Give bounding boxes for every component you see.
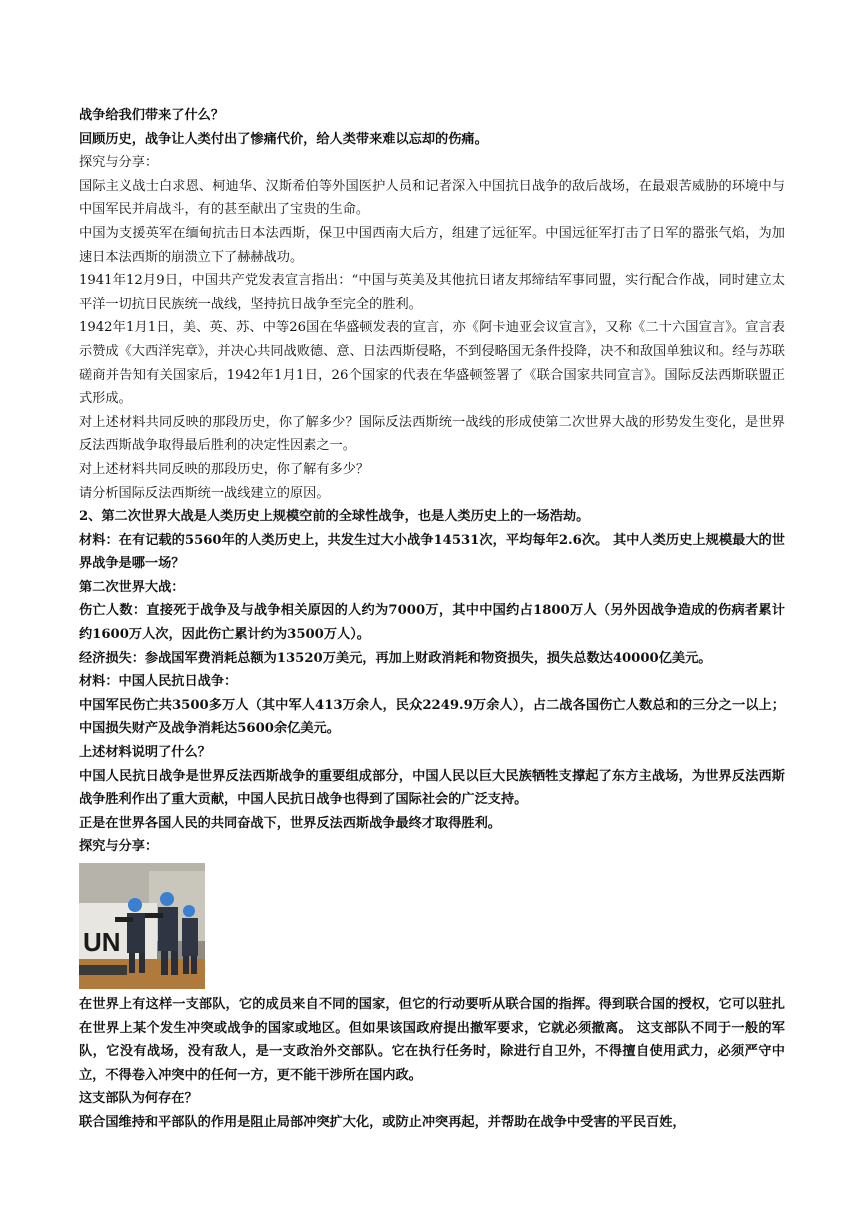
paragraph-p24: 联合国维持和平部队的作用是阻止局部冲突扩大化，或防止冲突再起，并帮助在战争中受害的平民百姓， — [79, 1114, 686, 1130]
paragraph-p19: 中国人民抗日战争是世界反法西斯战争的重要组成部分，中国人民以巨大民族牺牲支撑起了东方主战场，为世界反法西斯战争胜利作出了重大贡献，中国人民抗日战争也得到了国际社会的广泛支持。 — [79, 768, 785, 808]
vehicle-un-text: UN — [83, 927, 121, 957]
paragraph-p2: 回顾历史，战争让人类付出了惨痛代价，给人类带来难以忘却的伤痛。 — [79, 131, 488, 147]
paragraph-p8: 对上述材料共同反映的那段历史，你了解多少？国际反法西斯统一战线的形成使第二次世界大战的形势发生变化，是世界反法西斯战争取得最后胜利的决定性因素之一。 — [79, 414, 785, 454]
paragraph-p3: 探究与分享： — [79, 155, 159, 171]
paragraph-p10: 请分析国际反法西斯统一战线建立的原因。 — [79, 485, 330, 501]
paragraph-p6: 1941年12月9日，中国共产党发表宣言指出：“中国与英美及其他抗日诸友邦缔结军事同盟，实行配合作战，同时建立太平洋一切抗日民族统一战线，坚持抗日战争至完全的胜利。 — [79, 273, 785, 312]
paragraph-p13: 第二次世界大战： — [79, 579, 185, 595]
document-body — [79, 104, 785, 1135]
peacekeepers-illustration — [79, 863, 205, 989]
paragraph-p9: 对上述材料共同反映的那段历史，你了解有多少？ — [79, 461, 370, 477]
paragraph-p15: 经济损失：参战国军费消耗总额为13520万美元，再加上财政消耗和物资损失，损失总数达40000亿美元。 — [79, 650, 712, 666]
paragraph-p21: 探究与分享： — [79, 839, 159, 855]
paragraph-p4: 国际主义战士白求恩、柯迪华、汉斯希伯等外国医护人员和记者深入中国抗日战争的敌后战场，在最艰苦威胁的环境中与中国军民并肩战斗，有的甚至献出了宝贵的生命。 — [79, 178, 785, 218]
paragraph-p12: 材料：在有记载的5560年的人类历史上，共发生过大小战争14531次，平均每年2.6次。 其中人类历史上规模最大的世界战争是哪一场？ — [79, 532, 785, 572]
paragraph-p5: 中国为支援英军在缅甸抗击日本法西斯，保卫中国西南大后方，组建了远征军。中国远征军打击了日军的嚣张气焰，为加速日本法西斯的崩溃立下了赫赫战功。 — [79, 225, 785, 265]
paragraphs-top — [79, 104, 785, 859]
paragraph-p22: 在世界上有这样一支部队，它的成员来自不同的国家，但它的行动要听从联合国的指挥。得到联合国的授权，它可以驻扎在世界上某个发生冲突或战争的国家或地区。但如果该国政府提出撤军要求，它就必须撤离。 这支部队不同于一般的军队，它没有战场，没有敌人，是一支政治外交部队。它在执行任务时，除进行自卫外，不得擅自使用武力，必须严守中立，不得卷入冲突中的任何一方，更不能干涉所在国内政。 — [79, 997, 785, 1083]
un-peacekeepers-photo — [79, 863, 205, 989]
paragraphs-bottom — [79, 993, 785, 1135]
paragraph-p7: 1942年1月1日，美、英、苏、中等26国在华盛顿发表的宣言，亦《阿卡迪亚会议宣言》，又称《二十六国宣言》。宣言表示赞成《大西洋宪章》，并决心共同战败德、意、日法西斯侵略，不到侵略国无条件投降，决不和敌国单独议和。经与苏联磋商并告知有关国家后，1942年1月1日，26个国家的代表在华盛顿签署了《联合国家共同宣言》。国际反法西斯联盟正式形成。 — [79, 320, 785, 407]
paragraph-p20: 正是在世界各国人民的共同奋战下，世界反法西斯战争最终才取得胜利。 — [79, 815, 501, 831]
paragraph-p16: 材料：中国人民抗日战争： — [79, 674, 238, 690]
paragraph-p11: 2、第二次世界大战是人类历史上规模空前的全球性战争，也是人类历史上的一场浩劫。 — [79, 509, 590, 525]
paragraph-p1: 战争给我们带来了什么？ — [79, 108, 225, 123]
paragraph-p18: 上述材料说明了什么？ — [79, 745, 211, 761]
paragraph-p23: 这支部队为何存在？ — [79, 1091, 198, 1107]
paragraph-p17: 中国军民伤亡共3500多万人（其中军人413万余人，民众2249.9万余人），占二战各国伤亡人数总和的三分之一以上；中国损失财产及战争消耗达5600余亿美元。 — [79, 697, 785, 737]
paragraph-p14: 伤亡人数：直接死于战争及与战争相关原因的人约为7000万，其中中国约占1800万人（另外因战争造成的伤病者累计约1600万人次，因此伤亡累计约为3500万人）。 — [79, 603, 785, 643]
